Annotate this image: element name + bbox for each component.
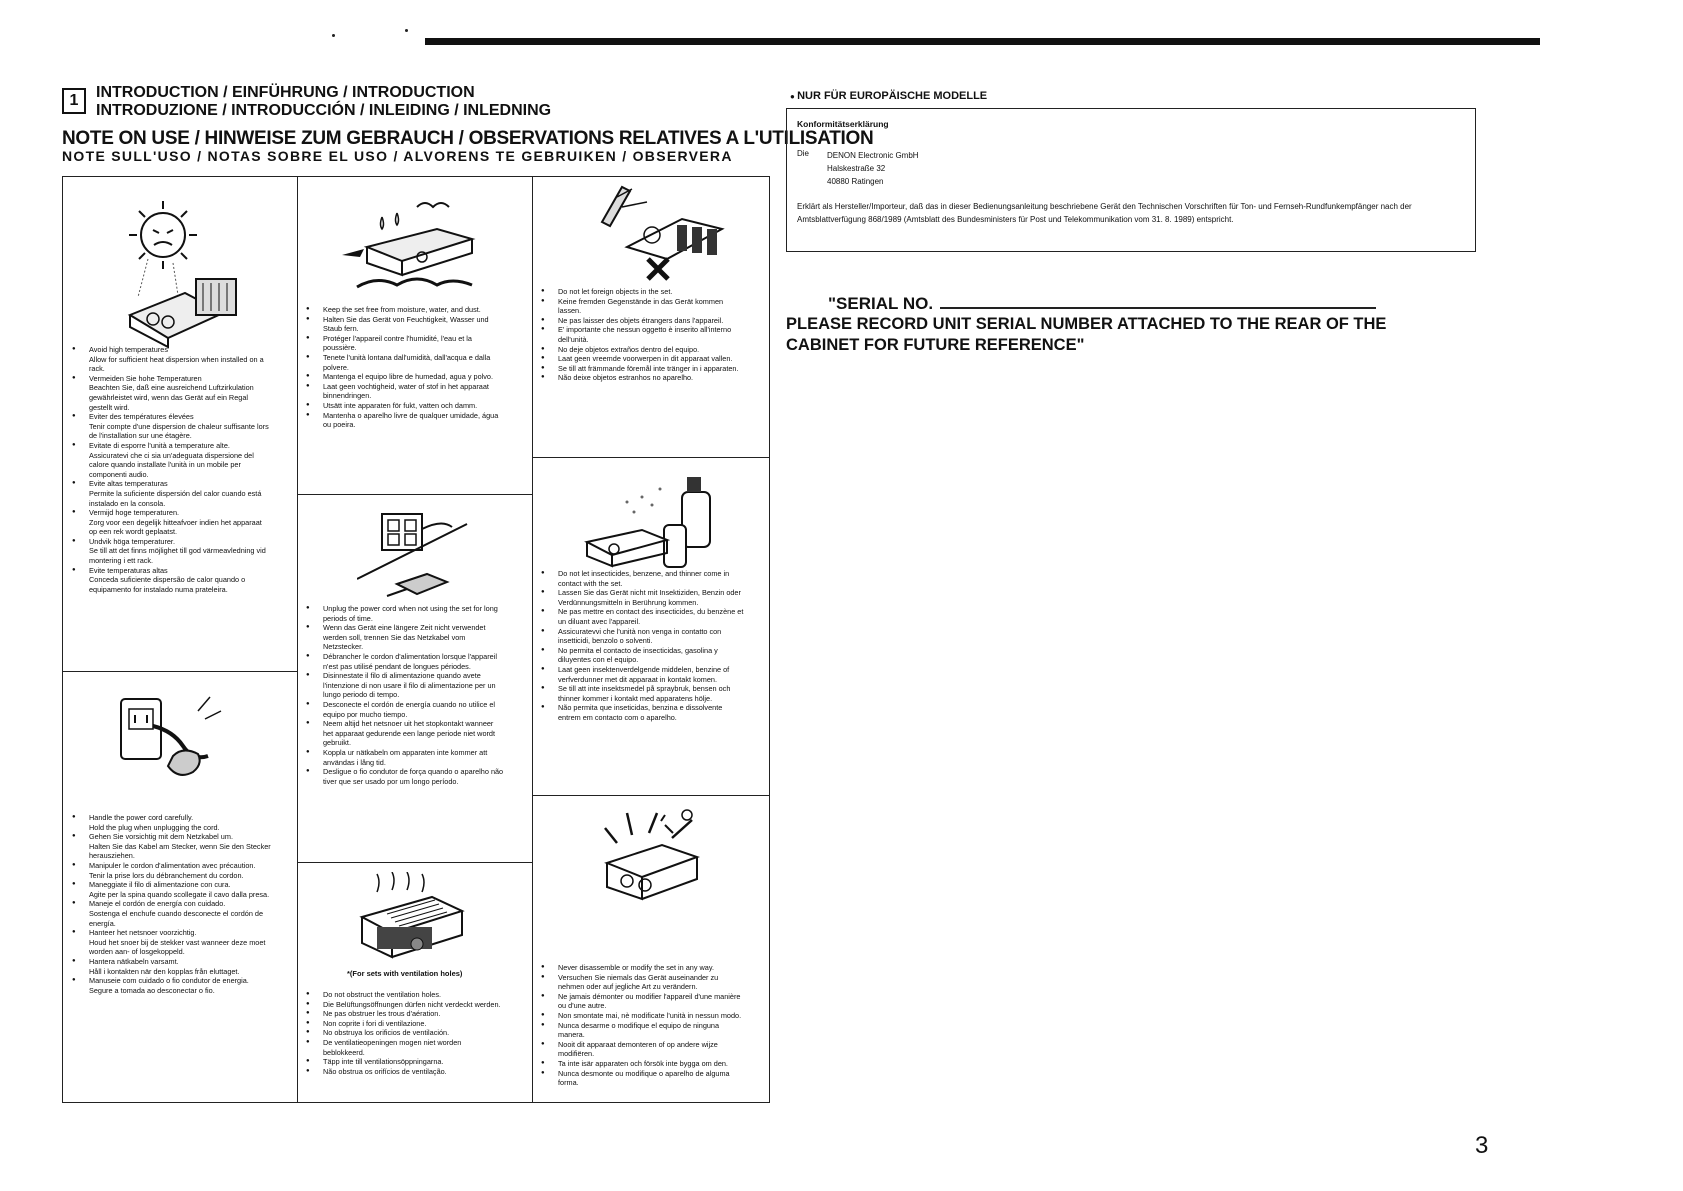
list-item: ● Unplug the power cord when not using the set for long periods of time. bbox=[305, 604, 505, 623]
list-item: ● Do not let foreign objects in the set. bbox=[540, 287, 745, 297]
heat-illustration-icon bbox=[108, 197, 258, 352]
panel-foreign bbox=[532, 177, 769, 458]
cord-list bbox=[71, 813, 271, 995]
list-item: ● Débrancher le cordon d'alimentation lorsque l'appareil n'est pas utilisé pendant de longues périodes. bbox=[305, 652, 505, 671]
section-number: 1 bbox=[62, 88, 86, 114]
moisture-list bbox=[305, 305, 505, 430]
conformity-title: Konformitätserklärung bbox=[797, 119, 889, 129]
page-number: 3 bbox=[1475, 1132, 1489, 1159]
list-item: ● Utsätt inte apparaten för fukt, vatten och damm. bbox=[305, 401, 505, 411]
list-item: ● Non smontate mai, nè modificate l'unità in nessun modo. bbox=[540, 1011, 745, 1021]
address-line: DENON Electronic GmbH bbox=[827, 151, 919, 160]
list-item: ● Wenn das Gerät eine längere Zeit nicht verwendet werden soll, trennen Sie das Netzkabel vom Netzstecker. bbox=[305, 623, 505, 652]
panel-cord bbox=[63, 671, 297, 1102]
panel-insecticide bbox=[532, 457, 769, 796]
eu-models-heading: ● NUR FÜR EUROPÄISCHE MODELLE bbox=[790, 90, 987, 102]
list-item: ● Koppla ur nätkabeln om apparaten inte kommer att användas i lång tid. bbox=[305, 748, 505, 767]
list-item: ● Maneje el cordón de energía con cuidado. Sostenga el enchufe cuando desconecte el cordón de energía. bbox=[71, 899, 271, 928]
list-item: ● Ne jamais démonter ou modifier l'appareil d'une manière ou d'une autre. bbox=[540, 992, 745, 1011]
list-item: ● Nooit dit apparaat demonteren of op andere wijze modifiëren. bbox=[540, 1040, 745, 1059]
list-item: ● Mantenga el equipo libre de humedad, agua y polvo. bbox=[305, 372, 505, 382]
panel-moisture bbox=[297, 177, 532, 495]
list-item: ● Ne pas laisser des objets étrangers dans l'appareil. bbox=[540, 316, 745, 326]
list-item: ● Neem altijd het netsnoer uit het stopkontakt wanneer het apparaat gedurende een lange periode niet wordt gebruikt. bbox=[305, 719, 505, 748]
panel-heat bbox=[63, 177, 297, 672]
panel-vent bbox=[297, 862, 532, 1102]
address-line: Halskestraße 32 bbox=[827, 164, 886, 173]
outlet-illustration-icon bbox=[357, 504, 477, 609]
list-item: ● Disinnestate il filo di alimentazione quando avete l'intenzione di non usare il filo di alimentazione per un lungo periodo di tempo. bbox=[305, 671, 505, 700]
safety-grid bbox=[62, 176, 770, 1103]
list-item: ● Eviter des températures élevées Tenir compte d'une dispersion de chaleur suffisante lors de l'installation sur une étagère. bbox=[71, 412, 271, 441]
unplug-list bbox=[305, 604, 505, 786]
record-serial-text: PLEASE RECORD UNIT SERIAL NUMBER ATTACHED TO THE REAR OF THE CABINET FOR FUTURE REFERENCE" bbox=[786, 315, 1387, 354]
column-2 bbox=[297, 177, 533, 1102]
list-item: ● Ta inte isär apparaten och försök inte bygga om den. bbox=[540, 1059, 745, 1069]
list-item: ● Die Belüftungsöffnungen dürfen nicht verdeckt werden. bbox=[305, 1000, 505, 1010]
list-item: ● Täpp inte till ventilationsöppningarna. bbox=[305, 1057, 505, 1067]
list-item: ● De ventilatieopeningen mogen niet worden beblokkeerd. bbox=[305, 1038, 505, 1057]
list-item: ● Se till att främmande föremål inte tränger in i apparaten. bbox=[540, 364, 745, 374]
list-item: ● Ne pas obstruer les trous d'aération. bbox=[305, 1009, 505, 1019]
panel-unplug bbox=[297, 494, 532, 863]
plug-illustration-icon bbox=[113, 691, 243, 791]
section-title bbox=[96, 84, 551, 120]
list-item: ● Hantera nätkabeln varsamt. Håll i kontakten när den kopplas från eluttaget. bbox=[71, 957, 271, 976]
list-item: ● Lassen Sie das Gerät nicht mit Insektiziden, Benzin oder Verdünnungsmitteln in Berührung kommen. bbox=[540, 588, 745, 607]
list-item: ● Do not obstruct the ventilation holes. bbox=[305, 990, 505, 1000]
scan-speck bbox=[332, 34, 335, 37]
list-item: ● Evite altas temperaturas Permite la suficiente dispersión del calor cuando está instalado en la consola. bbox=[71, 479, 271, 508]
foreign-objects-illustration-icon bbox=[582, 177, 732, 287]
list-item: ● Não obstrua os orifícios de ventilação. bbox=[305, 1067, 505, 1077]
list-item: ● Maneggiate il filo di alimentazione con cura. Agite per la spina quando scollegate il cavo dalla presa. bbox=[71, 880, 271, 899]
list-item: ● E' importante che nessun oggetto è inserito all'interno dell'unità. bbox=[540, 325, 745, 344]
conformity-declaration bbox=[786, 108, 1476, 252]
title-line-2: INTRODUZIONE / INTRODUCCIÓN / INLEIDING / INLEDNING bbox=[96, 102, 552, 119]
moisture-illustration-icon bbox=[327, 187, 487, 302]
list-item: ● Laat geen insektenverdelgende middelen, benzine of verfverdunner met dit apparaat in kontakt komen. bbox=[540, 665, 745, 684]
address-line: 40880 Ratingen bbox=[827, 177, 884, 186]
disassemble-illustration-icon bbox=[587, 803, 717, 913]
list-item: ● Vermeiden Sie hohe Temperaturen Beachten Sie, daß eine ausreichend Luftzirkulation gewährleistet wird, wenn das Gerät auf ein Regal gestellt wird. bbox=[71, 374, 271, 412]
serial-number-line bbox=[940, 307, 1376, 309]
panel-disassemble bbox=[532, 795, 769, 1102]
column-1 bbox=[63, 177, 298, 1102]
top-rule bbox=[425, 38, 1540, 45]
list-item: ● Never disassemble or modify the set in any way. bbox=[540, 963, 745, 973]
list-item: ● Nunca desmonte ou modifique o aparelho de alguma forma. bbox=[540, 1069, 745, 1088]
list-item: ● Tenete l'unità lontana dall'umidità, dall'acqua e dalla polvere. bbox=[305, 353, 505, 372]
spray-can-illustration-icon bbox=[572, 467, 732, 577]
list-item: ● No permita el contacto de insecticidas, gasolina y diluyentes con el equipo. bbox=[540, 646, 745, 665]
list-item: ● Ne pas mettre en contact des insecticides, du benzène et un diluant avec l'appareil. bbox=[540, 607, 745, 626]
list-item: ● Laat geen vreemde voorwerpen in dit apparaat vallen. bbox=[540, 354, 745, 364]
list-item: ● Handle the power cord carefully. Hold the plug when unplugging the cord. bbox=[71, 813, 271, 832]
list-item: ● Protéger l'appareil contre l'humidité, l'eau et la poussière. bbox=[305, 334, 505, 353]
list-item: ● Desligue o fio condutor de força quando o aparelho não tiver que ser usado por um longo período. bbox=[305, 767, 505, 786]
scan-speck bbox=[405, 29, 408, 32]
list-item: ● Vermijd hoge temperaturen. Zorg voor een degelijk hitteafvoer indien het apparaat op een rek wordt geplaatst. bbox=[71, 508, 271, 537]
list-item: ● Keep the set free from moisture, water, and dust. bbox=[305, 305, 505, 315]
list-item: ● Assicuratevvi che l'unità non venga in contatto con insetticidi, benzolo o solventi. bbox=[540, 627, 745, 646]
list-item: ● Keine fremden Gegenstände in das Gerät kommen lassen. bbox=[540, 297, 745, 316]
list-item: ● No obstruya los orificios de ventilación. bbox=[305, 1028, 505, 1038]
column-3 bbox=[532, 177, 769, 1102]
list-item: ● Se till att inte insektsmedel på spraybruk, bensen och thinner kommer i kontakt med apparatens hölje. bbox=[540, 684, 745, 703]
list-item: ● Mantenha o aparelho livre de qualquer umidade, água ou poeira. bbox=[305, 411, 505, 430]
note-heading-2: NOTE SULL'USO / NOTAS SOBRE EL USO / ALVORENS TE GEBRUIKEN / OBSERVERA bbox=[62, 148, 733, 164]
list-item: ● Manipuler le cordon d'alimentation avec précaution. Tenir la prise lors du débranchement du cordon. bbox=[71, 861, 271, 880]
note-heading: NOTE ON USE / HINWEISE ZUM GEBRAUCH / OBSERVATIONS RELATIVES A L'UTILISATION bbox=[62, 128, 874, 149]
vent-note: *(For sets with ventilation holes) bbox=[347, 969, 463, 978]
list-item: ● Manuseie com cuidado o fio condutor de energia. Segure a tomada ao desconectar o fio. bbox=[71, 976, 271, 995]
list-item: ● Do not let insecticides, benzene, and thinner come in contact with the set. bbox=[540, 569, 745, 588]
list-item: ● Gehen Sie vorsichtig mit dem Netzkabel um. Halten Sie das Kabel am Stecker, wenn Sie den Stecker herausziehen. bbox=[71, 832, 271, 861]
title-line-1: INTRODUCTION / EINFÜHRUNG / INTRODUCTION bbox=[96, 84, 475, 101]
list-item: ● Nunca desarme o modifique el equipo de ninguna manera. bbox=[540, 1021, 745, 1040]
conformity-die: Die bbox=[797, 149, 810, 158]
list-item: ● Halten Sie das Gerät von Feuchtigkeit, Wasser und Staub fern. bbox=[305, 315, 505, 334]
list-item: ● Laat geen vochtigheid, water of stof in het apparaat binnendringen. bbox=[305, 382, 505, 401]
conformity-body: Erklärt als Hersteller/Importeur, daß das in dieser Bedienungsanleitung beschriebene Gerät den Technischen Vorschriften für Ton- und Fernseh-Rundfunkempfänger nach der Amtsblattverfügung 868/1989 (Amtsblatt des Bundesministers für Post und Telekommunikation vom 31. 8. 1989) entspricht. bbox=[797, 202, 1412, 224]
disassemble-list bbox=[540, 963, 745, 1088]
list-item: ● Não deixe objetos estranhos no aparelho. bbox=[540, 373, 745, 383]
foreign-list bbox=[540, 287, 745, 383]
list-item: ● Non coprite i fori di ventilazione. bbox=[305, 1019, 505, 1029]
list-item: ● Avoid high temperatures Allow for sufficient heat dispersion when installed on a rack. bbox=[71, 345, 271, 374]
list-item: ● Evite temperaturas altas Conceda suficiente dispersão de calor quando o equipamento for instalado numa prateleira. bbox=[71, 566, 271, 595]
list-item: ● No deje objetos extraños dentro del equipo. bbox=[540, 345, 745, 355]
heat-list bbox=[71, 345, 271, 594]
list-item: ● Desconecte el cordón de energía cuando no utilice el equipo por mucho tiempo. bbox=[305, 700, 505, 719]
list-item: ● Evitate di esporre l'unità a temperature alte. Assicuratevi che ci sia un'adeguata dispersione del calore quando installate l'unità in un mobile per componenti audio. bbox=[71, 441, 271, 479]
list-item: ● Não permita que inseticidas, benzina e dissolvente entrem em contacto com o aparelho. bbox=[540, 703, 745, 722]
conformity-address bbox=[827, 149, 919, 188]
insecticide-list bbox=[540, 569, 745, 723]
serial-label: "SERIAL NO. bbox=[828, 294, 934, 313]
list-item: ● Hanteer het netsnoer voorzichtig. Houd het snoer bij de stekker vast wanneer deze moet worden aan- of losgekoppeld. bbox=[71, 928, 271, 957]
vent-illustration-icon bbox=[347, 872, 477, 967]
list-item: ● Undvik höga temperaturer. Se till att det finns möjlighet till god värmeavledning vid montering i ett rack. bbox=[71, 537, 271, 566]
list-item: ● Versuchen Sie niemals das Gerät auseinander zu nehmen oder auf jegliche Art zu verändern. bbox=[540, 973, 745, 992]
vent-list bbox=[305, 990, 505, 1076]
